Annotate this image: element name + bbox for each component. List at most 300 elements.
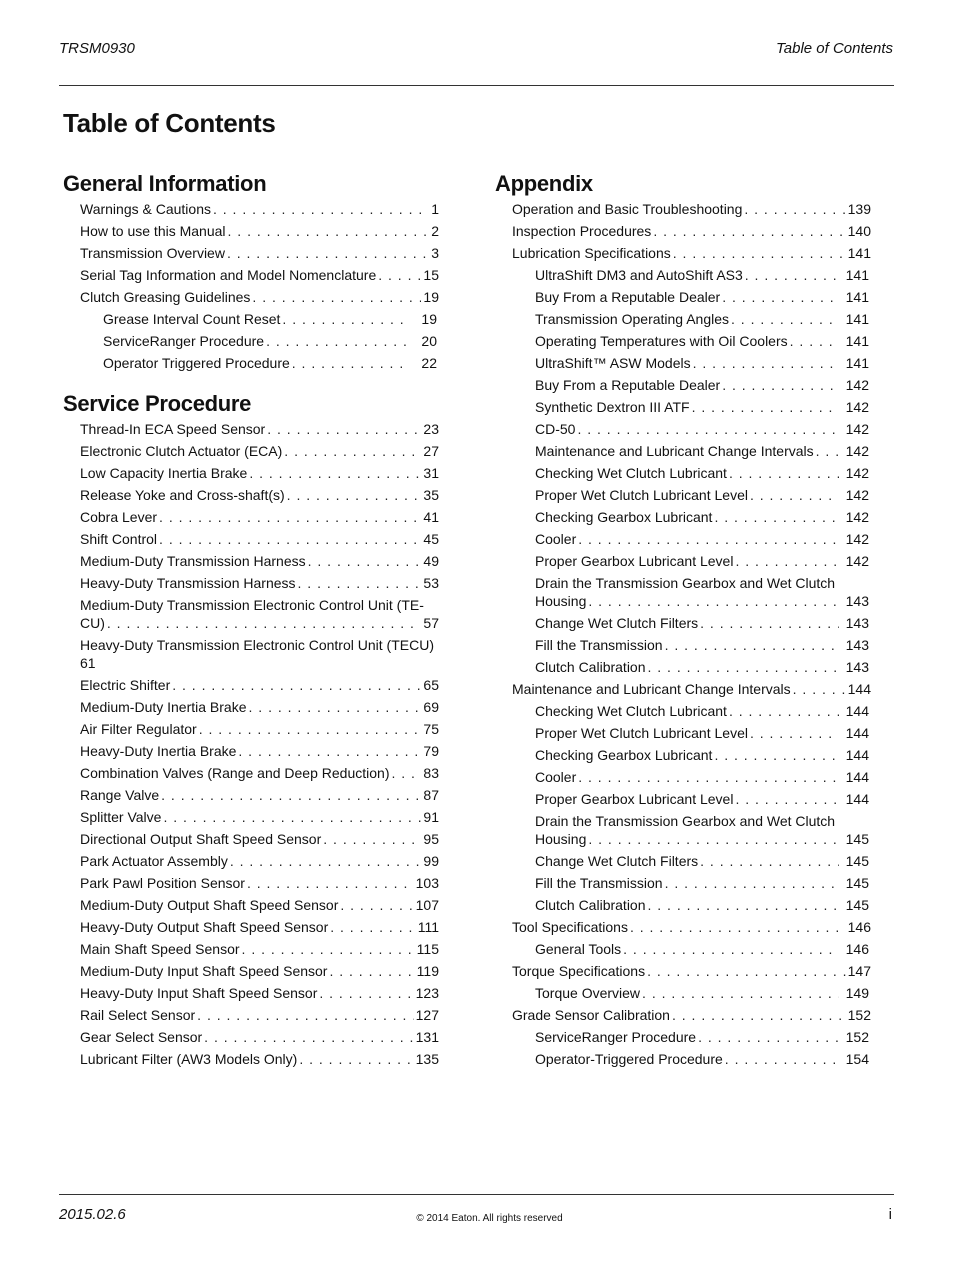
toc-entry[interactable] bbox=[63, 440, 439, 462]
toc-page-number: 152 bbox=[845, 1029, 869, 1045]
dot-leader bbox=[665, 874, 839, 892]
footer-divider bbox=[59, 1194, 894, 1195]
footer-date: 2015.02.6 bbox=[59, 1206, 126, 1223]
toc-entry[interactable] bbox=[63, 264, 439, 286]
toc-entry-title: Rail Select Sensor bbox=[80, 1007, 196, 1023]
toc-entry[interactable] bbox=[495, 894, 871, 916]
dot-leader bbox=[648, 658, 840, 676]
dot-leader bbox=[227, 244, 429, 262]
dot-leader bbox=[330, 918, 415, 936]
toc-entry-title: Splitter Valve bbox=[80, 809, 162, 825]
toc-entry[interactable] bbox=[495, 766, 871, 788]
toc-entry-title: Medium-Duty Transmission Harness bbox=[80, 553, 306, 569]
toc-section-list bbox=[495, 198, 871, 1070]
toc-entry-title: Medium-Duty Output Shaft Speed Sensor bbox=[80, 897, 339, 913]
toc-entry-title: Heavy-Duty Transmission Harness bbox=[80, 575, 296, 591]
toc-entry[interactable] bbox=[63, 784, 439, 806]
dot-leader bbox=[729, 702, 839, 720]
dot-leader bbox=[292, 354, 407, 372]
toc-page-number: 123 bbox=[415, 985, 439, 1001]
toc-entry[interactable] bbox=[63, 696, 439, 718]
toc-entry-title: Buy From a Reputable Dealer bbox=[535, 377, 721, 393]
toc-page-number: 19 bbox=[423, 289, 439, 305]
dot-leader bbox=[213, 200, 429, 218]
toc-page-number: 41 bbox=[423, 509, 439, 525]
toc-entry-title: Electric Shifter bbox=[80, 677, 171, 693]
toc-entry-title: Maintenance and Lubricant Change Intervals bbox=[512, 681, 791, 697]
toc-entry-title: Release Yoke and Cross-shaft(s) bbox=[80, 487, 285, 503]
toc-page-number: 141 bbox=[845, 333, 869, 349]
toc-entry-title: Shift Control bbox=[80, 531, 158, 547]
toc-entry[interactable] bbox=[495, 1004, 871, 1026]
toc-entry[interactable] bbox=[495, 242, 871, 264]
toc-page-number: 142 bbox=[845, 421, 869, 437]
toc-page-number: 31 bbox=[423, 465, 439, 481]
toc-entry[interactable] bbox=[63, 634, 439, 674]
document-id: TRSM0930 bbox=[59, 40, 135, 57]
dot-leader bbox=[731, 310, 839, 328]
dot-leader bbox=[391, 764, 421, 782]
toc-page-number: 135 bbox=[415, 1051, 439, 1067]
toc-entry-title: Heavy-Duty Output Shaft Speed Sensor bbox=[80, 919, 329, 935]
toc-entry[interactable] bbox=[63, 894, 439, 916]
toc-entry-title: Park Actuator Assembly bbox=[80, 853, 228, 869]
toc-entry-title: Heavy-Duty Inertia Brake bbox=[80, 743, 237, 759]
section-heading: General Information bbox=[63, 171, 267, 196]
toc-entry-title: Checking Gearbox Lubricant bbox=[535, 509, 713, 525]
dot-leader bbox=[750, 486, 839, 504]
dot-leader bbox=[698, 1028, 839, 1046]
dot-leader bbox=[204, 1028, 413, 1046]
toc-page-number: 95 bbox=[423, 831, 439, 847]
dot-leader bbox=[197, 1006, 413, 1024]
toc-page-number: 143 bbox=[845, 637, 869, 653]
toc-page-number: 79 bbox=[423, 743, 439, 759]
toc-entry[interactable] bbox=[63, 352, 439, 374]
dot-leader bbox=[630, 918, 846, 936]
toc-entry-title: General Tools bbox=[535, 941, 622, 957]
toc-entry[interactable] bbox=[63, 828, 439, 850]
toc-entry[interactable] bbox=[63, 242, 439, 264]
dot-leader bbox=[653, 222, 845, 240]
toc-entry[interactable] bbox=[63, 220, 439, 242]
toc-page-number: 144 bbox=[845, 791, 869, 807]
toc-entry[interactable] bbox=[63, 850, 439, 872]
toc-entry-title: Electronic Clutch Actuator (ECA) bbox=[80, 443, 283, 459]
toc-page-number: 103 bbox=[415, 875, 439, 891]
toc-page-number: 45 bbox=[423, 531, 439, 547]
toc-page-number: 142 bbox=[845, 465, 869, 481]
toc-page-number: 23 bbox=[423, 421, 439, 437]
dot-leader bbox=[673, 244, 846, 262]
toc-entry-title: Medium-Duty Inertia Brake bbox=[80, 699, 247, 715]
dot-leader bbox=[228, 222, 430, 240]
toc-entry-title: Lubricant Filter (AW3 Models Only) bbox=[80, 1051, 298, 1067]
toc-section-list bbox=[63, 198, 439, 374]
toc-page-number: 143 bbox=[845, 659, 869, 675]
toc-entry-title: Buy From a Reputable Dealer bbox=[535, 289, 721, 305]
toc-entry-title: Proper Wet Clutch Lubricant Level bbox=[535, 725, 748, 741]
toc-entry-title: CD-50 bbox=[535, 421, 576, 437]
toc-entry[interactable] bbox=[495, 700, 871, 722]
toc-entry[interactable] bbox=[495, 198, 871, 220]
toc-entry-title-cont: 61 bbox=[80, 655, 96, 671]
toc-entry-title: Clutch Calibration bbox=[535, 897, 646, 913]
toc-entry-title: Grease Interval Count Reset bbox=[103, 311, 281, 327]
toc-entry-title: Cooler bbox=[535, 769, 577, 785]
toc-entry-title: Operator-Triggered Procedure bbox=[535, 1051, 723, 1067]
dot-leader bbox=[577, 420, 839, 438]
toc-entry-title: Change Wet Clutch Filters bbox=[535, 615, 699, 631]
toc-entry[interactable] bbox=[495, 286, 871, 308]
dot-leader bbox=[735, 552, 839, 570]
toc-entry[interactable] bbox=[495, 634, 871, 656]
dot-leader bbox=[159, 530, 421, 548]
toc-entry-title: Grade Sensor Calibration bbox=[512, 1007, 670, 1023]
dot-leader bbox=[692, 398, 839, 416]
toc-entry[interactable] bbox=[63, 506, 439, 528]
toc-page-number: 145 bbox=[845, 875, 869, 891]
toc-page-number: 53 bbox=[423, 575, 439, 591]
toc-entry-title: Main Shaft Speed Sensor bbox=[80, 941, 240, 957]
toc-page-number: 107 bbox=[415, 897, 439, 913]
toc-entry[interactable] bbox=[495, 960, 871, 982]
toc-entry[interactable] bbox=[495, 220, 871, 242]
dot-leader bbox=[230, 852, 422, 870]
toc-entry-title: Clutch Calibration bbox=[535, 659, 646, 675]
toc-entry[interactable] bbox=[495, 982, 871, 1004]
toc-page-number: 145 bbox=[845, 831, 869, 847]
toc-page-number: 141 bbox=[845, 289, 869, 305]
header-section-title: Table of Contents bbox=[775, 40, 893, 57]
toc-entry-title: Operator Triggered Procedure bbox=[103, 355, 290, 371]
toc-entry[interactable] bbox=[63, 418, 439, 440]
toc-entry-title: Cobra Lever bbox=[80, 509, 158, 525]
toc-entry-title: Serial Tag Information and Model Nomenclature bbox=[80, 267, 377, 283]
toc-entry[interactable] bbox=[63, 916, 439, 938]
toc-entry-title: Range Valve bbox=[80, 787, 160, 803]
toc-page-number: 87 bbox=[423, 787, 439, 803]
toc-entry[interactable] bbox=[63, 1026, 439, 1048]
dot-leader bbox=[714, 508, 839, 526]
dot-leader bbox=[735, 790, 839, 808]
toc-page-number: 141 bbox=[845, 267, 869, 283]
toc-entry[interactable] bbox=[63, 484, 439, 506]
toc-entry[interactable] bbox=[63, 938, 439, 960]
toc-entry[interactable] bbox=[495, 612, 871, 634]
footer-copyright: © 2014 Eaton. All rights reserved bbox=[416, 1213, 563, 1224]
toc-entry[interactable] bbox=[495, 872, 871, 894]
toc-page-number: 144 bbox=[845, 725, 869, 741]
page-title: Table of Contents bbox=[63, 108, 276, 138]
toc-entry[interactable] bbox=[495, 418, 871, 440]
toc-entry[interactable] bbox=[495, 374, 871, 396]
dot-leader bbox=[172, 676, 421, 694]
toc-entry[interactable] bbox=[495, 550, 871, 572]
toc-entry-title: Maintenance and Lubricant Change Intervals bbox=[535, 443, 814, 459]
toc-entry-title: Torque Overview bbox=[535, 985, 641, 1001]
toc-page-number: 142 bbox=[845, 509, 869, 525]
dot-leader bbox=[163, 808, 421, 826]
header-divider bbox=[59, 85, 894, 86]
toc-page-number: 149 bbox=[845, 985, 869, 1001]
toc-entry[interactable] bbox=[63, 286, 439, 308]
dot-leader bbox=[722, 288, 839, 306]
toc-page-number: 65 bbox=[423, 677, 439, 693]
toc-page-number: 57 bbox=[423, 615, 439, 631]
dot-leader bbox=[340, 896, 413, 914]
toc-entry[interactable] bbox=[495, 396, 871, 418]
dot-leader bbox=[249, 464, 421, 482]
toc-entry-title: Combination Valves (Range and Deep Reduction) bbox=[80, 765, 390, 781]
dot-leader bbox=[725, 1050, 839, 1068]
dot-leader bbox=[323, 830, 421, 848]
dot-leader bbox=[249, 698, 422, 716]
section-heading: Service Procedure bbox=[63, 391, 252, 416]
toc-page-number: 140 bbox=[847, 223, 871, 239]
toc-page-number: 3 bbox=[431, 245, 439, 261]
toc-entry[interactable] bbox=[495, 744, 871, 766]
toc-entry-title-cont: Housing bbox=[535, 831, 587, 847]
toc-entry[interactable] bbox=[495, 656, 871, 678]
toc-page-number: 141 bbox=[845, 311, 869, 327]
dot-leader bbox=[298, 574, 422, 592]
toc-entry-title: Directional Output Shaft Speed Sensor bbox=[80, 831, 322, 847]
toc-entry-title: Cooler bbox=[535, 531, 577, 547]
toc-page-number: 15 bbox=[423, 267, 439, 283]
toc-entry[interactable] bbox=[495, 810, 871, 850]
toc-page-number: 75 bbox=[423, 721, 439, 737]
toc-entry[interactable] bbox=[63, 462, 439, 484]
toc-entry-title: Checking Wet Clutch Lubricant bbox=[535, 465, 727, 481]
toc-page-number: 119 bbox=[416, 963, 439, 979]
toc-entry[interactable] bbox=[495, 850, 871, 872]
toc-entry[interactable] bbox=[63, 674, 439, 696]
toc-entry[interactable] bbox=[63, 762, 439, 784]
toc-entry[interactable] bbox=[63, 594, 439, 634]
dot-leader bbox=[299, 1050, 413, 1068]
toc-page-number: 145 bbox=[845, 853, 869, 869]
toc-page-number: 152 bbox=[847, 1007, 871, 1023]
toc-entry-title: UltraShift DM3 and AutoShift AS3 bbox=[535, 267, 743, 283]
toc-entry-title: Gear Select Sensor bbox=[80, 1029, 203, 1045]
toc-page-number: 2 bbox=[431, 223, 439, 239]
toc-entry-title: Warnings & Cautions bbox=[80, 201, 211, 217]
toc-page-number: 144 bbox=[845, 747, 869, 763]
dot-leader bbox=[252, 288, 421, 306]
toc-entry[interactable] bbox=[495, 1048, 871, 1070]
toc-entry[interactable] bbox=[495, 330, 871, 352]
toc-entry-title: Medium-Duty Input Shaft Speed Sensor bbox=[80, 963, 328, 979]
dot-leader bbox=[107, 614, 422, 632]
toc-entry[interactable] bbox=[495, 788, 871, 810]
dot-leader bbox=[648, 896, 840, 914]
toc-entry[interactable] bbox=[495, 528, 871, 550]
page-number: i bbox=[888, 1206, 892, 1223]
toc-entry-title: Air Filter Regulator bbox=[80, 721, 197, 737]
toc-page-number: 146 bbox=[845, 941, 869, 957]
toc-entry-title: Transmission Operating Angles bbox=[535, 311, 730, 327]
dot-leader bbox=[329, 962, 414, 980]
toc-entry-title: Transmission Overview bbox=[80, 245, 225, 261]
toc-left-column bbox=[63, 170, 439, 1070]
toc-entry[interactable] bbox=[495, 264, 871, 286]
toc-page-number: 145 bbox=[845, 897, 869, 913]
toc-page-number: 144 bbox=[845, 769, 869, 785]
dot-leader bbox=[247, 874, 414, 892]
toc-entry-title: Medium-Duty Transmission Electronic Control Unit (TE- bbox=[80, 597, 424, 613]
dot-leader bbox=[287, 486, 422, 504]
dot-leader bbox=[693, 354, 839, 372]
toc-page-number: 144 bbox=[847, 681, 871, 697]
toc-entry-title: Tool Specifications bbox=[512, 919, 628, 935]
toc-entry-title: Park Pawl Position Sensor bbox=[80, 875, 245, 891]
toc-page-number: 20 bbox=[421, 333, 437, 349]
dot-leader bbox=[647, 962, 846, 980]
toc-page-number: 143 bbox=[845, 593, 869, 609]
toc-entry[interactable] bbox=[495, 506, 871, 528]
toc-entry-title: Lubrication Specifications bbox=[512, 245, 671, 261]
toc-entry[interactable] bbox=[63, 550, 439, 572]
dot-leader bbox=[714, 746, 839, 764]
toc-entry[interactable] bbox=[495, 678, 871, 700]
toc-page-number: 142 bbox=[845, 399, 869, 415]
toc-page-number: 142 bbox=[845, 487, 869, 503]
toc-page-number: 141 bbox=[847, 245, 871, 261]
toc-page-number: 127 bbox=[415, 1007, 439, 1023]
dot-leader bbox=[790, 332, 839, 350]
dot-leader bbox=[378, 266, 421, 284]
dot-leader bbox=[161, 786, 421, 804]
toc-right-column bbox=[495, 170, 871, 1070]
dot-leader bbox=[672, 1006, 846, 1024]
toc-entry-title-cont: Housing bbox=[535, 593, 587, 609]
toc-entry[interactable] bbox=[495, 462, 871, 484]
toc-entry[interactable] bbox=[63, 806, 439, 828]
toc-page-number: 27 bbox=[423, 443, 439, 459]
toc-entry[interactable] bbox=[495, 352, 871, 374]
dot-leader bbox=[793, 680, 846, 698]
toc-entry-title: Operating Temperatures with Oil Coolers bbox=[535, 333, 788, 349]
toc-page-number: 142 bbox=[845, 553, 869, 569]
dot-leader bbox=[578, 768, 839, 786]
toc-page-number: 1 bbox=[431, 201, 439, 217]
toc-entry[interactable] bbox=[495, 440, 871, 462]
toc-entry-title: UltraShift™ ASW Models bbox=[535, 355, 691, 371]
toc-entry-title: ServiceRanger Procedure bbox=[103, 333, 265, 349]
toc-entry[interactable] bbox=[63, 740, 439, 762]
toc-entry-title: Synthetic Dextron III ATF bbox=[535, 399, 690, 415]
dot-leader bbox=[700, 852, 839, 870]
toc-section-list bbox=[63, 418, 439, 1070]
toc-entry-title: Clutch Greasing Guidelines bbox=[80, 289, 251, 305]
dot-leader bbox=[729, 464, 839, 482]
toc-page-number: 142 bbox=[845, 443, 869, 459]
toc-page-number: 111 bbox=[417, 919, 439, 935]
toc-entry-title: Drain the Transmission Gearbox and Wet Clutch bbox=[535, 575, 836, 591]
toc-entry[interactable] bbox=[63, 198, 439, 220]
toc-page-number: 147 bbox=[847, 963, 871, 979]
toc-page-number: 143 bbox=[845, 615, 869, 631]
dot-leader bbox=[744, 200, 845, 218]
toc-entry[interactable] bbox=[63, 872, 439, 894]
section-heading: Appendix bbox=[495, 171, 593, 196]
dot-leader bbox=[816, 442, 839, 460]
toc-entry-title-cont: CU) bbox=[80, 615, 105, 631]
dot-leader bbox=[588, 830, 839, 848]
dot-leader bbox=[159, 508, 421, 526]
toc-entry-title: Torque Specifications bbox=[512, 963, 646, 979]
toc-entry[interactable] bbox=[63, 718, 439, 740]
toc-entry[interactable] bbox=[495, 938, 871, 960]
toc-entry[interactable] bbox=[63, 528, 439, 550]
toc-entry-title: Inspection Procedures bbox=[512, 223, 652, 239]
dot-leader bbox=[267, 420, 421, 438]
toc-entry-title: Thread-In ECA Speed Sensor bbox=[80, 421, 266, 437]
toc-entry-title: Drain the Transmission Gearbox and Wet Clutch bbox=[535, 813, 836, 829]
toc-entry[interactable] bbox=[495, 484, 871, 506]
dot-leader bbox=[623, 940, 839, 958]
toc-entry[interactable] bbox=[495, 572, 871, 612]
toc-entry-title: Operation and Basic Troubleshooting bbox=[512, 201, 743, 217]
toc-page-number: 131 bbox=[415, 1029, 439, 1045]
toc-entry[interactable] bbox=[63, 960, 439, 982]
dot-leader bbox=[308, 552, 422, 570]
toc-page-number: 22 bbox=[421, 355, 437, 371]
toc-entry[interactable] bbox=[63, 1048, 439, 1070]
toc-entry-title: Fill the Transmission bbox=[535, 637, 663, 653]
toc-page-number: 83 bbox=[423, 765, 439, 781]
toc-entry[interactable] bbox=[495, 916, 871, 938]
toc-entry[interactable] bbox=[495, 1026, 871, 1048]
toc-page-number: 146 bbox=[847, 919, 871, 935]
toc-entry[interactable] bbox=[495, 308, 871, 330]
toc-entry-title: ServiceRanger Procedure bbox=[535, 1029, 697, 1045]
toc-page-number: 142 bbox=[845, 377, 869, 393]
dot-leader bbox=[700, 614, 839, 632]
dot-leader bbox=[242, 940, 415, 958]
toc-entry-title: Fill the Transmission bbox=[535, 875, 663, 891]
dot-leader bbox=[319, 984, 413, 1002]
toc-entry[interactable] bbox=[63, 572, 439, 594]
toc-page-number: 139 bbox=[847, 201, 871, 217]
toc-entry-title: How to use this Manual bbox=[80, 223, 226, 239]
toc-entry[interactable] bbox=[63, 330, 439, 352]
toc-page-number: 144 bbox=[845, 703, 869, 719]
toc-entry-title: Low Capacity Inertia Brake bbox=[80, 465, 248, 481]
toc-entry-title: Heavy-Duty Input Shaft Speed Sensor bbox=[80, 985, 318, 1001]
toc-entry[interactable] bbox=[63, 982, 439, 1004]
toc-page-number: 49 bbox=[423, 553, 439, 569]
dot-leader bbox=[578, 530, 839, 548]
dot-leader bbox=[745, 266, 839, 284]
dot-leader bbox=[199, 720, 422, 738]
toc-entry[interactable] bbox=[63, 308, 439, 330]
toc-page-number: 19 bbox=[421, 311, 437, 327]
dot-leader bbox=[284, 442, 421, 460]
toc-page-number: 99 bbox=[423, 853, 439, 869]
dot-leader bbox=[750, 724, 839, 742]
dot-leader bbox=[588, 592, 839, 610]
toc-page-number: 35 bbox=[423, 487, 439, 503]
toc-entry[interactable] bbox=[63, 1004, 439, 1026]
toc-entry-title: Proper Gearbox Lubricant Level bbox=[535, 791, 734, 807]
toc-entry-title: Change Wet Clutch Filters bbox=[535, 853, 699, 869]
toc-entry[interactable] bbox=[495, 722, 871, 744]
toc-page-number: 141 bbox=[845, 355, 869, 371]
toc-page-number: 115 bbox=[416, 941, 439, 957]
toc-page-number: 91 bbox=[423, 809, 439, 825]
